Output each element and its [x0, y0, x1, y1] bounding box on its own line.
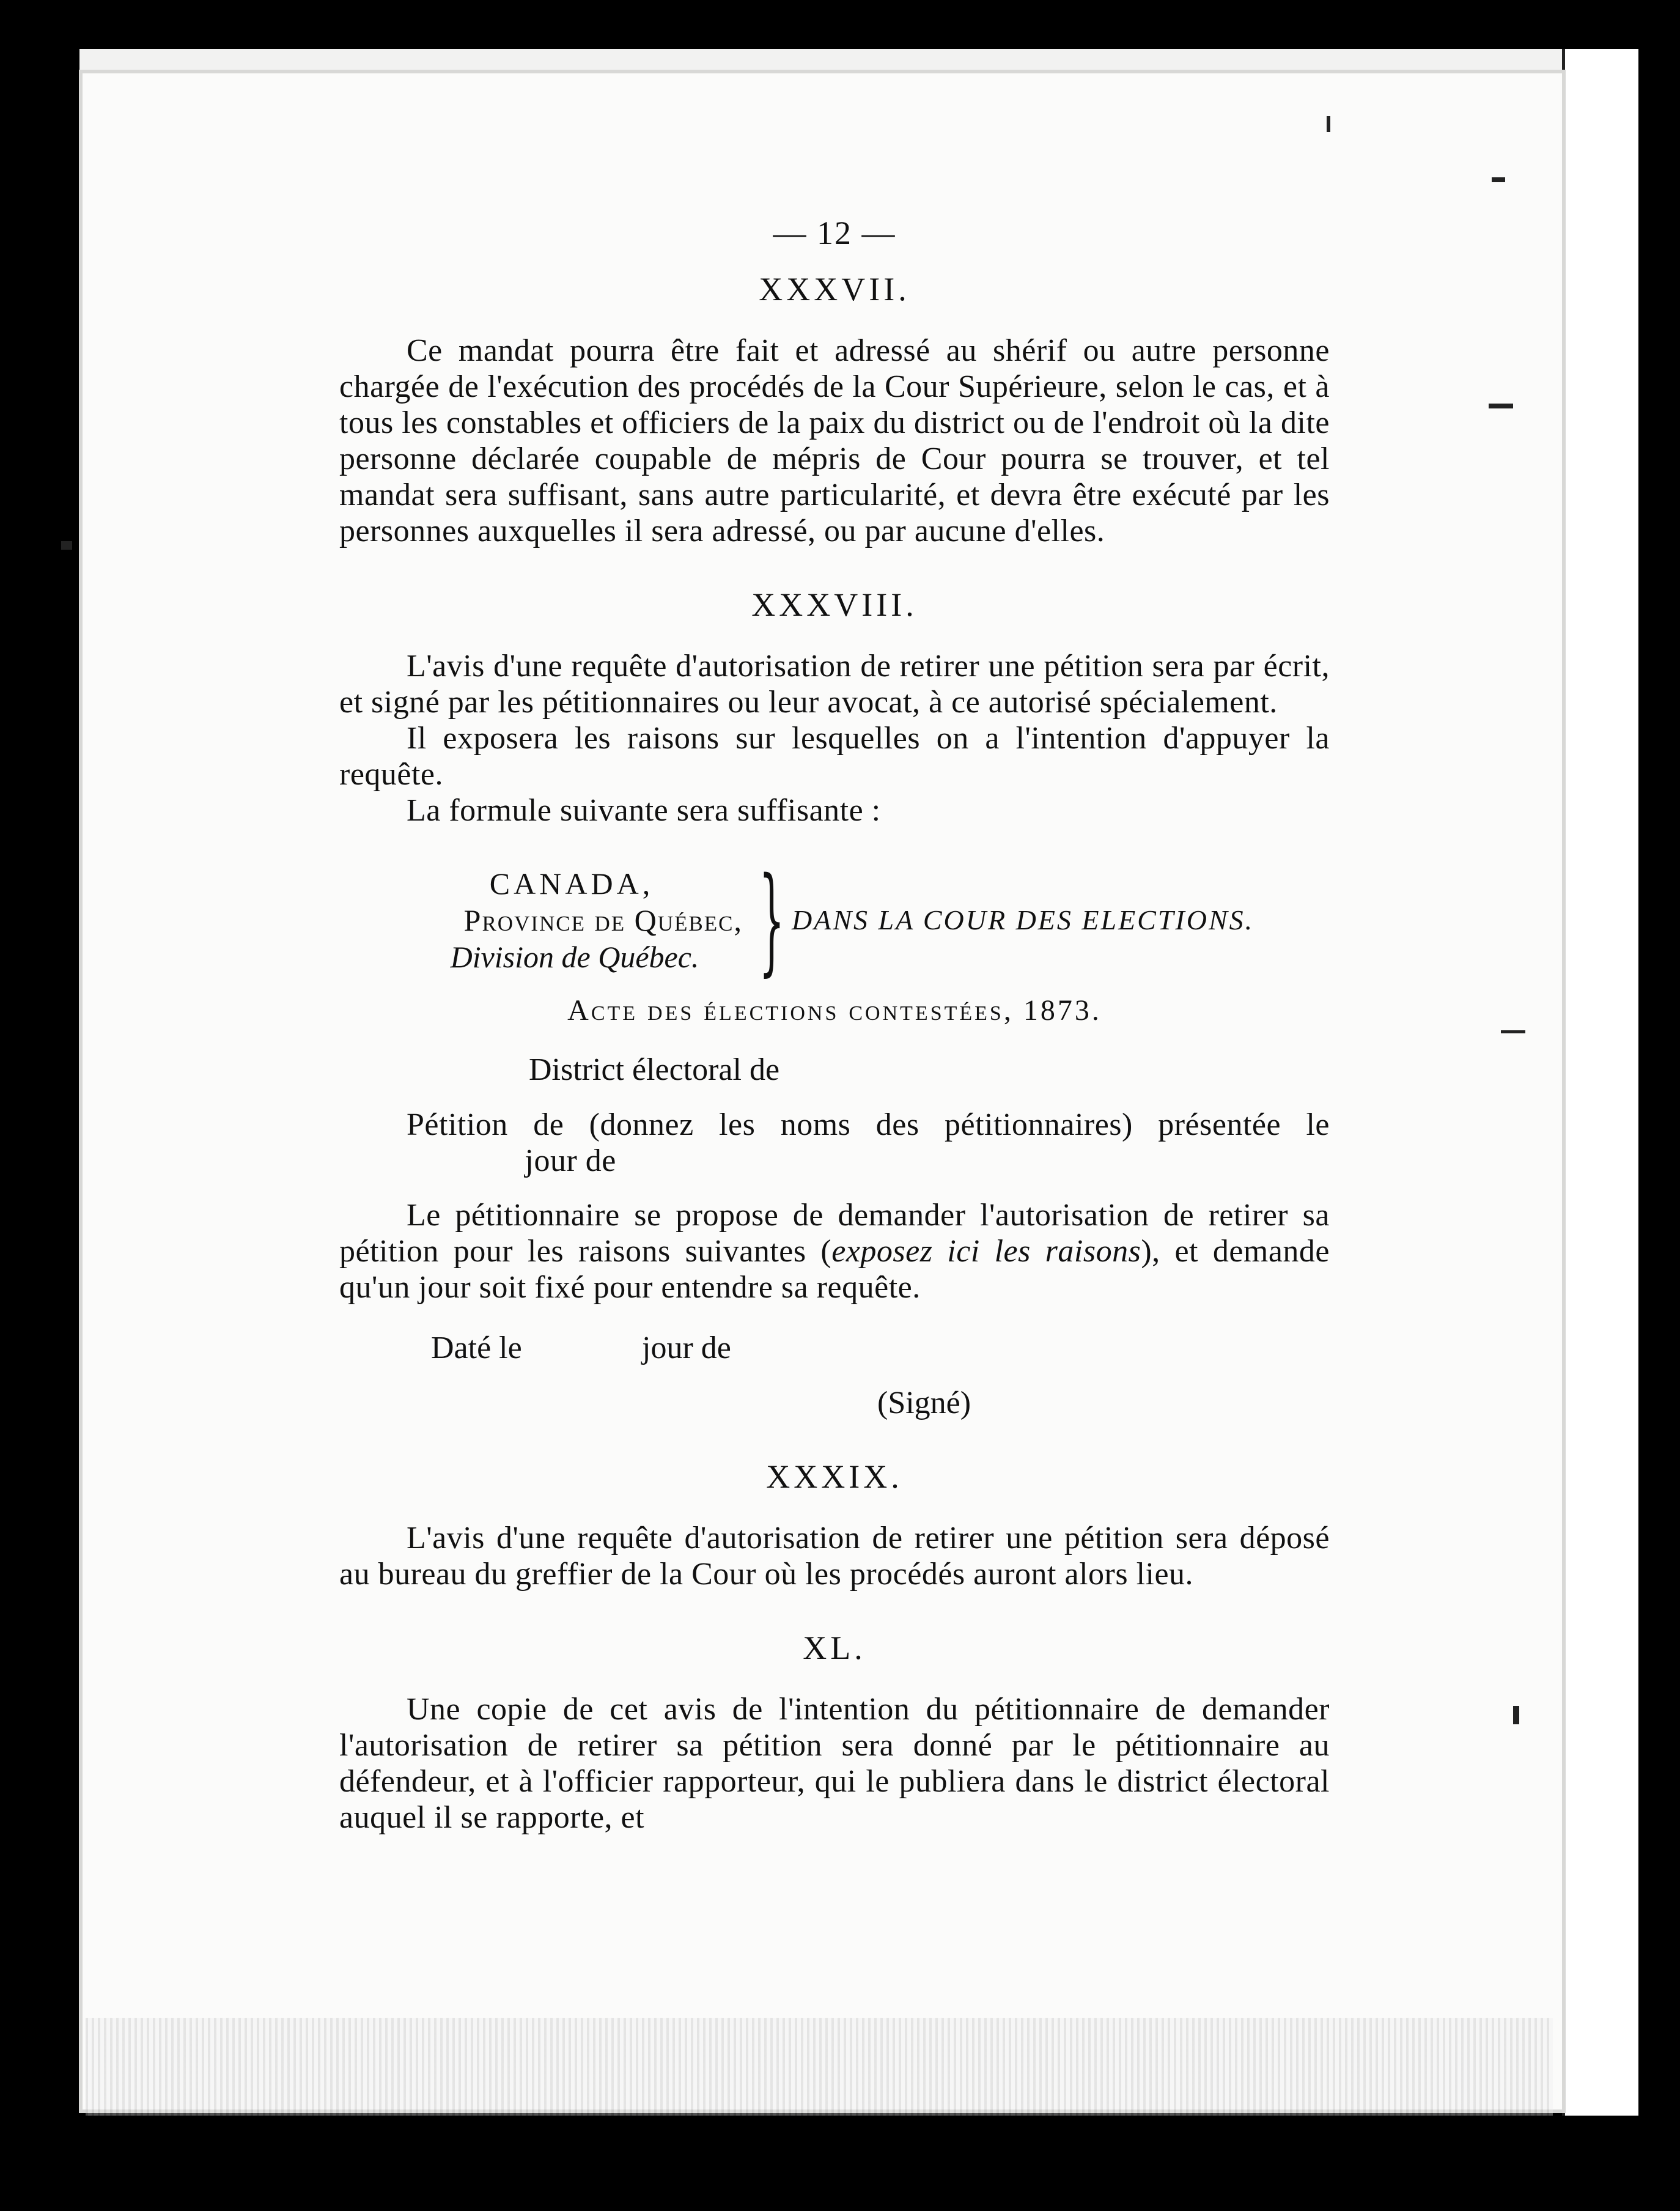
district-line: District électoral de [529, 1052, 780, 1087]
section-heading: XXXVII. [759, 271, 910, 308]
section-heading: XXXIX. [766, 1458, 903, 1495]
petitioner-paragraph [339, 1197, 1330, 1305]
petitioner-text-a: Le pétitionnaire se propose de demander l'autorisation de retirer sa pétition pour les raisons suivantes ( [339, 1198, 1330, 1269]
section-heading: XXXVIII. [751, 586, 918, 623]
signature-line: (Signé) [877, 1386, 971, 1420]
paragraph: Ce mandat pourra être fait et adressé au shérif ou autre personne chargée de l'exécution des procédés de la Cour Supérieure, selon le cas, et à tous les constables et officiers de la paix du district ou de l'endroit où la dite personne déclarée coupable de mépris de Cour pourra se trouver, et tel mandat sera suffisant, sans autre particularité, et devra être exécuté par les personnes auxquelles il sera adressé, ou par aucune d'elles. [339, 333, 1330, 548]
paragraph: L'avis d'une requête d'autorisation de retirer une pétition sera déposé au bureau du greffier de la Cour où les procédés auront alors lieu. [339, 1521, 1330, 1592]
page-content [339, 214, 1330, 1836]
country-label: CANADA, [489, 866, 654, 901]
division-label: Division de Québec. [450, 940, 699, 974]
page-right-edge [1562, 49, 1638, 2116]
petition-day: jour de [525, 1143, 616, 1178]
province-label: Province de Québec, [463, 903, 743, 937]
page-top-edge [79, 49, 1635, 75]
brace-glyph: } [759, 852, 785, 987]
paragraph: Une copie de cet avis de l'intention du pétitionnaire de demander l'autorisation de retirer sa pétition sera donné par le pétitionnaire au défendeur, et à l'officier rapporteur, qui le publiera dans le district électoral auquel il se rapporte, et [339, 1692, 1330, 1835]
margin-speck [1513, 1706, 1519, 1724]
page-bottom-edges [86, 2018, 1553, 2116]
section-heading: XL. [803, 1630, 866, 1666]
margin-speck [1327, 116, 1330, 132]
dated-day: jour de [642, 1331, 731, 1365]
margin-speck [1492, 177, 1505, 182]
jurisdiction-block [339, 865, 749, 975]
paragraph: L'avis d'une requête d'autorisation de retirer une pétition sera par écrit, et signé par les pétitionnaires ou leur avocat, à ce autorisé spécialement. [339, 649, 1330, 720]
petitioner-text-b: ), et demande qu'un jour soit fixé pour entendre sa requête. [339, 1234, 1330, 1305]
paragraph: Il exposera les raisons sur lesquelles on a l'intention d'appuyer la requête. [339, 721, 1330, 792]
court-label: DANS LA COUR DES ELECTIONS. [792, 904, 1254, 936]
margin-speck [1501, 1030, 1525, 1033]
page-number: — 12 — [773, 215, 896, 251]
margin-speck [1489, 404, 1513, 408]
petition-line [339, 1107, 1330, 1179]
petition-text: Pétition de (donnez les noms des pétitionnaires) présentée le [407, 1107, 1330, 1142]
form-caption [339, 852, 1330, 987]
dated-label: Daté le [431, 1331, 522, 1365]
dated-line [339, 1330, 1330, 1367]
petitioner-text-italic: exposez ici les raisons [831, 1234, 1141, 1269]
paragraph: La formule suivante sera suffisante : [407, 793, 881, 828]
act-title: Acte des élections contestées, 1873. [567, 994, 1102, 1027]
margin-speck [61, 541, 72, 550]
